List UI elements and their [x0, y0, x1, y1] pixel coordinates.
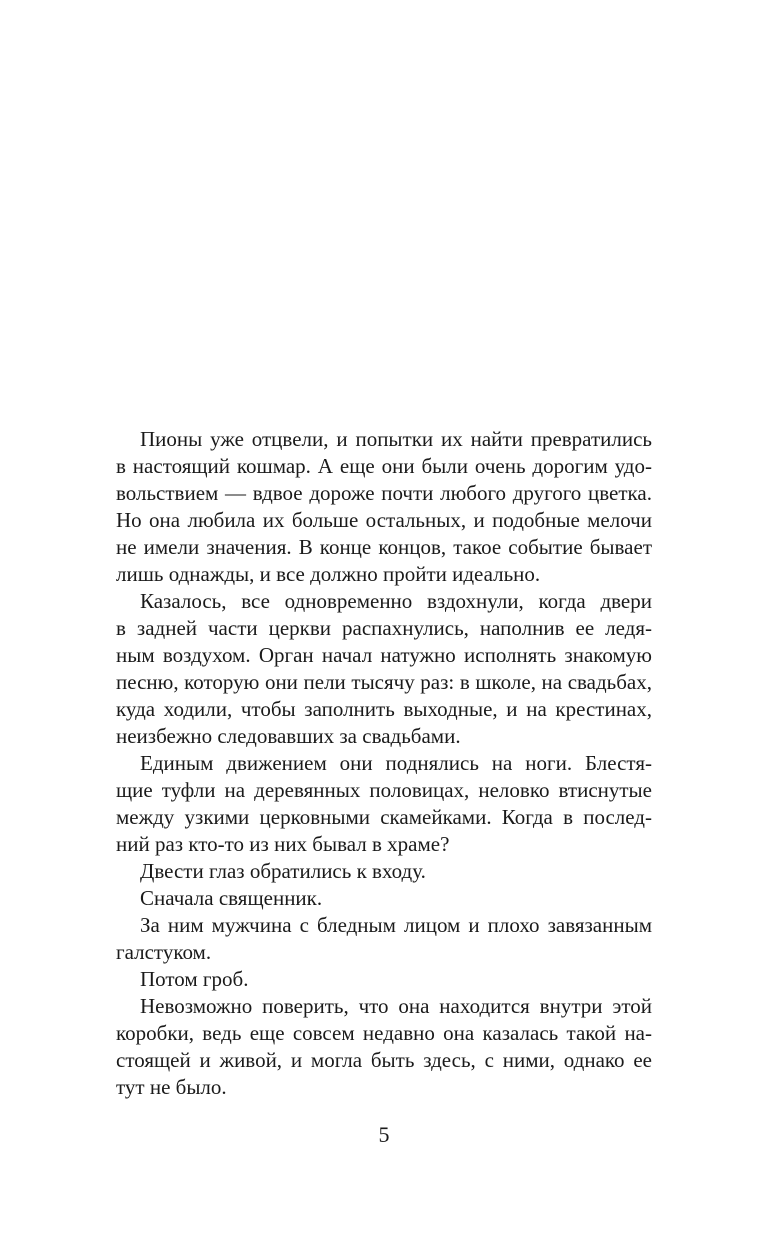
- text-line: неизбежно следовавших за свадьбами.: [116, 724, 461, 748]
- text-line: песню, которую они пели тысячу раз: в школе, на свадьбах,: [116, 670, 652, 694]
- text-line: лишь однажды, и все должно пройти идеально.: [116, 562, 541, 586]
- page-number: 5: [378, 1122, 390, 1147]
- text-line: Невозможно поверить, что она находится внутри этой: [140, 994, 652, 1018]
- text-line: вольствием — вдвое дороже почти любого другого цветка.: [116, 481, 652, 505]
- text-line: стоящей и живой, и могла быть здесь, с ними, однако ее: [116, 1048, 652, 1072]
- text-line: Двести глаз обратились к входу.: [140, 859, 426, 883]
- text-line: Единым движением они поднялись на ноги. Блестя-: [140, 751, 652, 775]
- text-line: в задней части церкви распахнулись, наполнив ее ледя-: [116, 616, 652, 640]
- text-line: в настоящий кошмар. А еще они были очень дорогим удо-: [116, 454, 652, 478]
- text-line: ний раз кто-то из них бывал в храме?: [116, 832, 450, 856]
- text-line: Потом гроб.: [140, 967, 249, 991]
- text-line: коробки, ведь еще совсем недавно она казалась такой на-: [116, 1021, 652, 1045]
- text-line: тут не было.: [116, 1075, 227, 1099]
- text-line: Сначала священник.: [140, 886, 323, 910]
- text-line: не имели значения. В конце концов, такое событие бывает: [116, 535, 652, 559]
- text-line: Казалось, все одновременно вздохнули, когда двери: [140, 589, 652, 613]
- text-line: между узкими церковными скамейками. Когда в послед-: [116, 805, 652, 829]
- text-line: Пионы уже отцвели, и попытки их найти превратились: [140, 427, 652, 451]
- body-text: [116, 426, 652, 1101]
- text-line: щие туфли на деревянных половицах, неловко втиснутые: [116, 778, 652, 802]
- text-line: ным воздухом. Орган начал натужно исполнять знакомую: [116, 643, 652, 667]
- text-line: куда ходили, чтобы заполнить выходные, и на крестинах,: [116, 697, 652, 721]
- text-line: Но она любила их больше остальных, и подобные мелочи: [116, 508, 652, 532]
- text-line: За ним мужчина с бледным лицом и плохо завязанным: [140, 913, 652, 937]
- text-line: галстуком.: [116, 940, 212, 964]
